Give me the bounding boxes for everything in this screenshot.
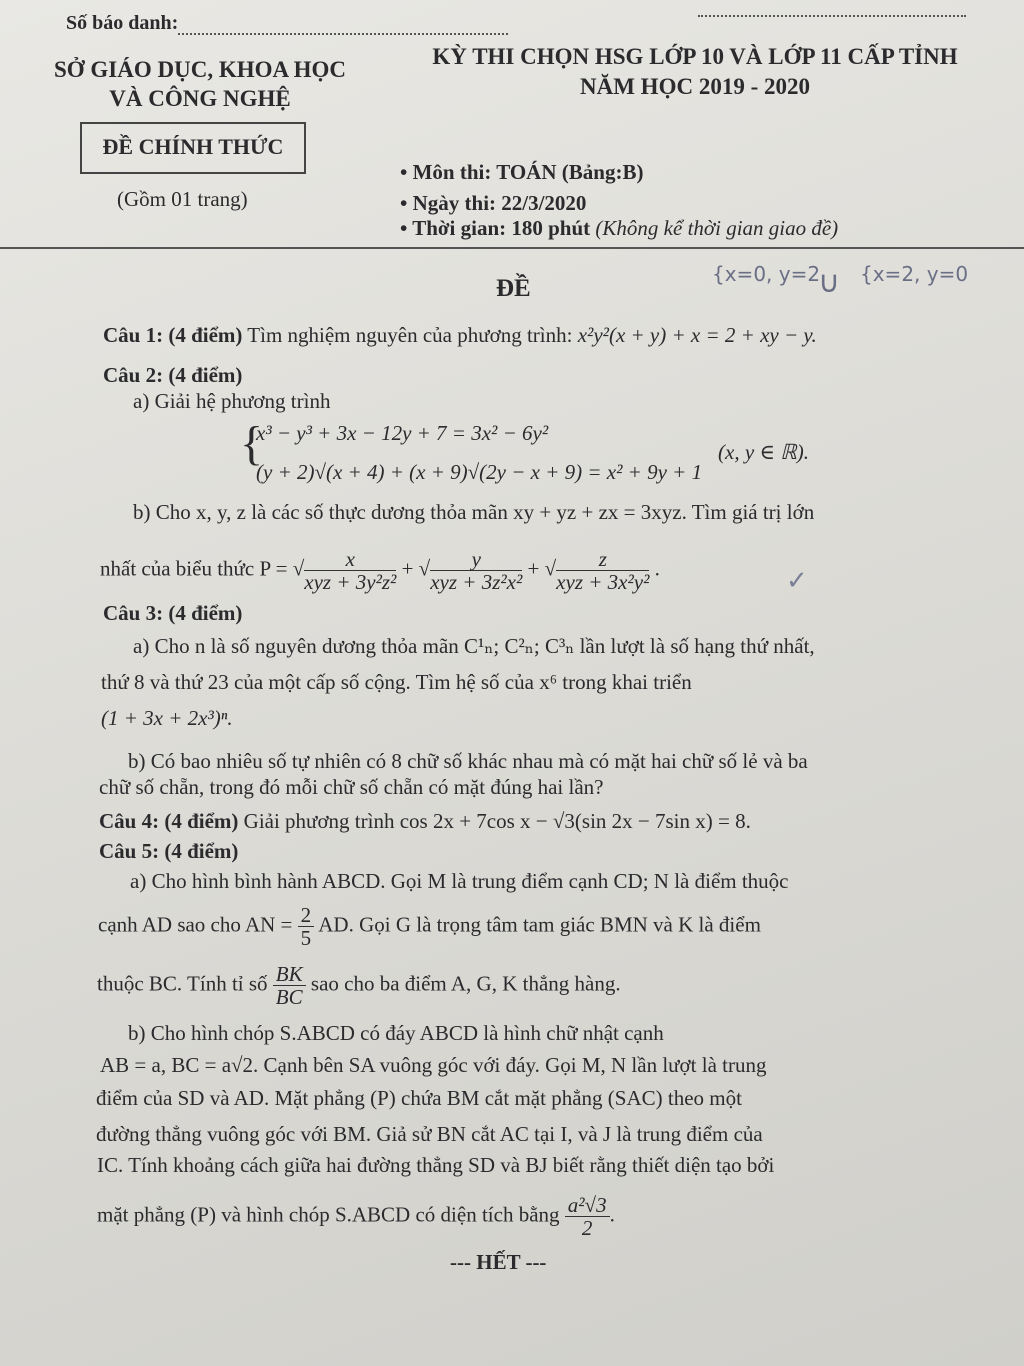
candidate-number-label: Số báo danh: — [66, 12, 179, 34]
question-3a-line-2: thứ 8 và thứ 23 của một cấp số cộng. Tìm hệ số của x⁶ trong khai triển — [101, 670, 692, 694]
question-1-equation: x²y²(x + y) + x = 2 + xy − y. — [577, 323, 817, 347]
date-info: • Ngày thi: 22/3/2020 — [400, 191, 587, 215]
question-5b-line-1: b) Cho hình chóp S.ABCD có đáy ABCD là hình chữ nhật cạnh — [128, 1021, 664, 1045]
expression-label: nhất của biểu thức P = — [100, 556, 288, 581]
question-5-label: Câu 5: (4 điểm) — [99, 839, 239, 863]
page-count: (Gồm 01 trang) — [117, 187, 248, 211]
time-note: (Không kể thời gian giao đề) — [595, 216, 839, 240]
question-5b-line-4: đường thẳng vuông góc với BM. Giả sử BN cắt AC tại I, và J là trung điểm của — [96, 1122, 763, 1146]
school-year: NĂM HỌC 2019 - 2020 — [580, 74, 810, 99]
question-3a-line-1: a) Cho n là số nguyên dương thỏa mãn C¹ₙ; C²ₙ; C³ₙ lần lượt là số hạng thứ nhất, — [133, 634, 815, 658]
fraction-2: $\frac{y}{\text{xyz + 3z²x²}}$ — [430, 547, 523, 594]
system-equation-1: x³ − y³ + 3x − 12y + 7 = 3x² − 6y² — [256, 421, 549, 445]
question-2b-text: b) Cho x, y, z là các số thực dương thỏa mãn xy + yz + zx = 3xyz. Tìm giá trị lớn — [133, 500, 815, 524]
question-1 — [103, 320, 983, 350]
question-5b-line-6: mặt phẳng (P) và hình chóp S.ABCD có diện tích bằng $\frac{\text{a²√3}}{2}$ . — [97, 1193, 615, 1240]
end-marker: --- HẾT --- — [450, 1250, 547, 1274]
department-line-1: SỞ GIÁO DỤC, KHOA HỌC — [53, 57, 346, 82]
question-3a-line-3: (1 + 3x + 2x³)ⁿ. — [101, 706, 233, 730]
time-info — [400, 216, 838, 241]
signature-blank — [698, 15, 966, 17]
question-2b-expression: nhất của biểu thức P = √ $\frac{x}{\text{xyz + 3y²z²}}$ + √ $\frac{y}{\text{xyz + 3z²x²}}$ + √ $\frac{z}{\text{xyz + 3x²y²}}$ . — [100, 547, 660, 594]
system-equation-2: (y + 2)√(x + 4) + (x + 9)√(2y − x + 9) = x² + 9y + 1 — [256, 460, 703, 484]
handwritten-union: ∪ — [818, 265, 840, 300]
fraction-area: $\frac{\text{a²√3}}{2}$ — [565, 1194, 610, 1239]
department-header — [40, 55, 360, 113]
candidate-number-blank — [178, 15, 508, 35]
question-3-label: Câu 3: (4 điểm) — [103, 601, 243, 625]
question-2a-text: a) Giải hệ phương trình — [133, 389, 331, 413]
subject-info: • Môn thi: TOÁN (Bảng:B) — [400, 160, 644, 184]
question-5b-line-3: điểm của SD và AD. Mặt phẳng (P) chứa BM cắt mặt phẳng (SAC) theo một — [96, 1086, 742, 1110]
exam-header — [390, 42, 1000, 102]
question-5a-line-3: thuộc BC. Tính tỉ số $\frac{BK}{BC}$ sao cho ba điểm A, G, K thẳng hàng. — [97, 962, 621, 1009]
question-3b-line-1: b) Có bao nhiêu số tự nhiên có 8 chữ số khác nhau mà có mặt hai chữ số lẻ và ba — [128, 749, 808, 773]
fraction-two-fifths: $\frac{2}{5}$ — [298, 904, 315, 949]
system-brace: { — [240, 417, 264, 470]
fraction-3: $\frac{z}{\text{xyz + 3x²y²}}$ — [556, 547, 650, 594]
question-5a-line-1: a) Cho hình bình hành ABCD. Gọi M là trung điểm cạnh CD; N là điểm thuộc — [130, 869, 789, 893]
question-4 — [99, 806, 979, 836]
question-4-text: Giải phương trình cos 2x + 7cos x − √3(sin 2x − 7sin x) = 8. — [243, 809, 751, 833]
section-title: ĐỀ — [496, 275, 531, 302]
question-4-label: Câu 4: (4 điểm) — [99, 809, 239, 833]
question-1-label: Câu 1: (4 điểm) — [103, 323, 243, 347]
header-divider — [0, 247, 1024, 249]
question-3b-line-2: chữ số chẵn, trong đó mỗi chữ số chẵn có mặt đúng hai lần? — [99, 775, 604, 799]
handwritten-note-right: {x=2, y=0 — [860, 262, 969, 286]
official-stamp-box: ĐỀ CHÍNH THỨC — [80, 122, 306, 174]
fraction-bk-bc: $\frac{BK}{BC}$ — [273, 963, 306, 1008]
question-1-text: Tìm nghiệm nguyên của phương trình: — [247, 323, 573, 347]
exam-title: KỲ THI CHỌN HSG LỚP 10 VÀ LỚP 11 CẤP TỈNH — [432, 44, 958, 69]
fraction-1: $\frac{x}{\text{xyz + 3y²z²}}$ — [304, 547, 397, 594]
question-5b-line-5: IC. Tính khoảng cách giữa hai đường thẳng SD và BJ biết rằng thiết diện tạo bởi — [97, 1153, 775, 1177]
time-value: • Thời gian: 180 phút — [400, 216, 591, 240]
question-2-label: Câu 2: (4 điểm) — [103, 363, 243, 387]
handwritten-note-left: {x=0, y=2 — [712, 262, 821, 286]
handwritten-check-icon: ✓ — [786, 566, 808, 595]
question-5a-line-2: cạnh AD sao cho AN = $\frac{2}{5}$ AD. Gọi G là trọng tâm tam giác BMN và K là điểm — [98, 903, 761, 950]
department-line-2: VÀ CÔNG NGHỆ — [109, 86, 291, 111]
question-5b-line-2: AB = a, BC = a√2. Cạnh bên SA vuông góc với đáy. Gọi M, N lần lượt là trung — [100, 1053, 767, 1077]
system-domain: (x, y ∈ ℝ). — [718, 440, 810, 464]
candidate-number-field — [66, 12, 508, 35]
